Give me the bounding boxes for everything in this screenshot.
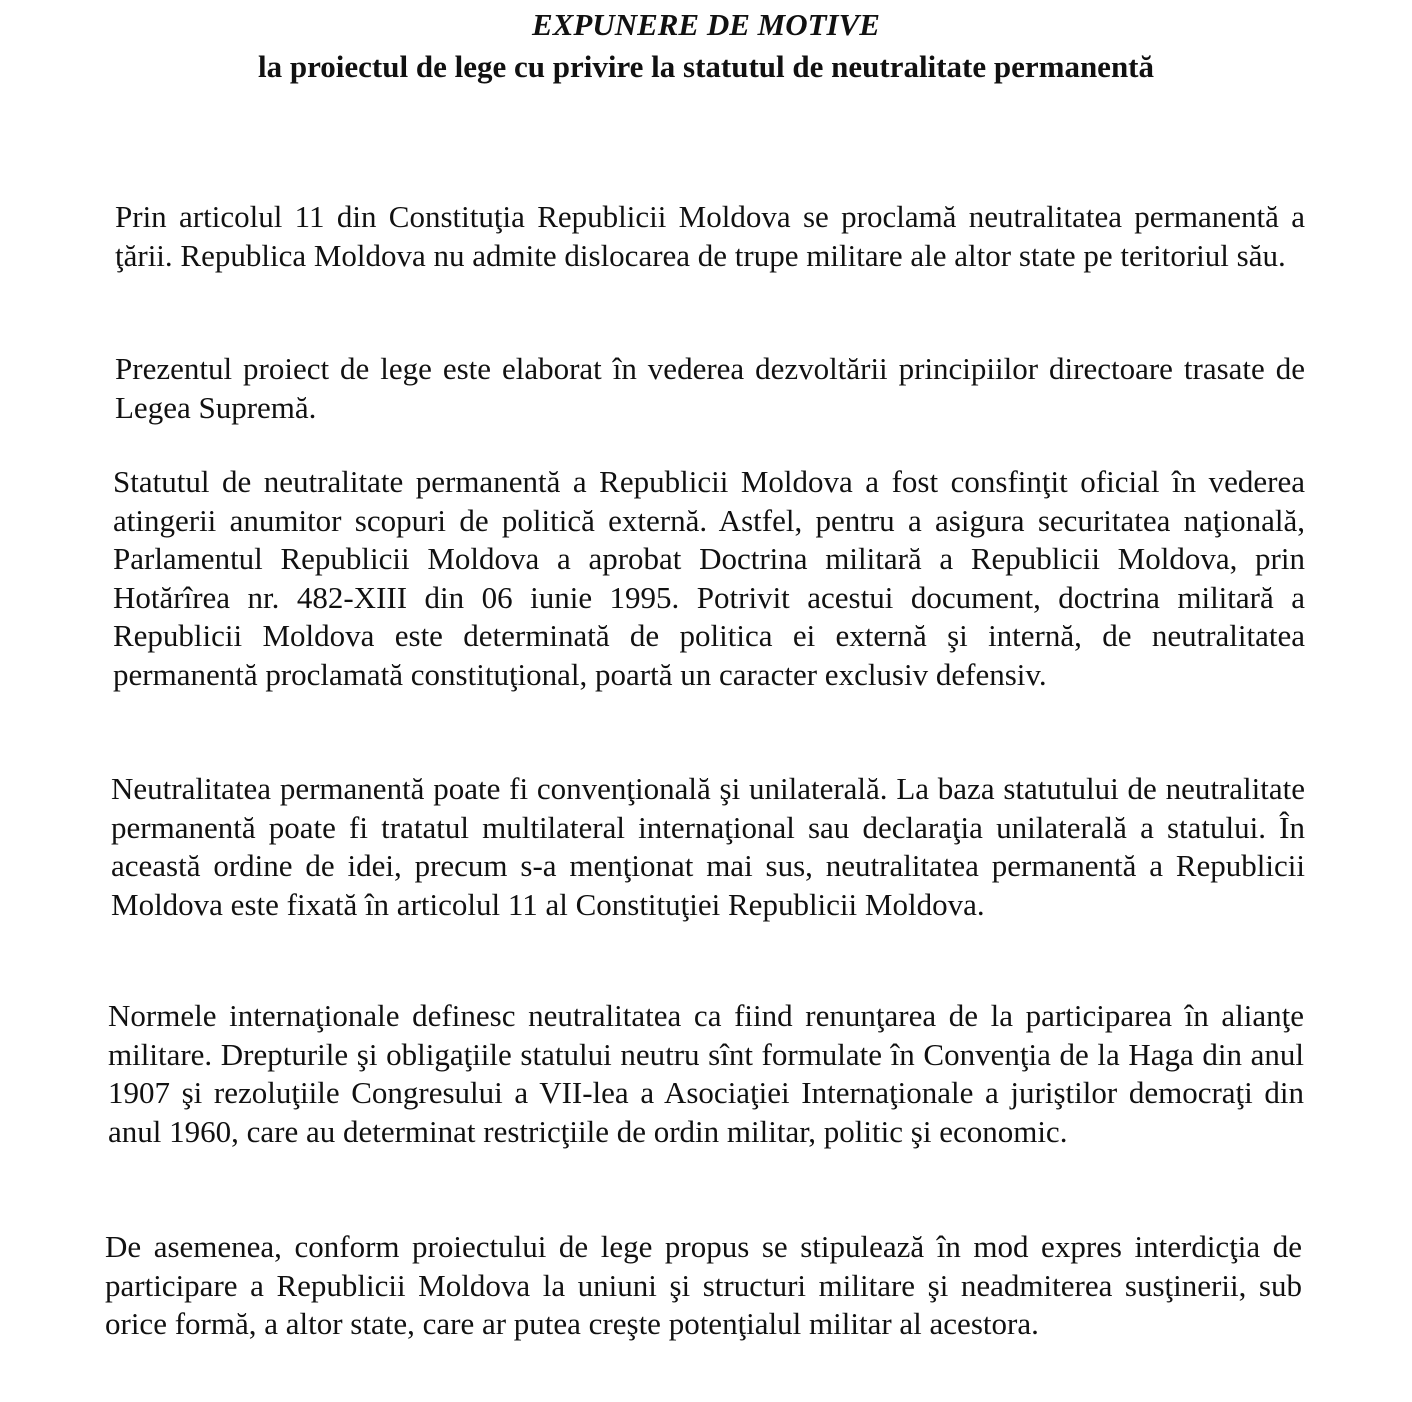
document-title: EXPUNERE DE MOTIVE (532, 7, 880, 42)
paragraph-2: Prezentul proiect de lege este elaborat în vederea dezvoltării principiilor directoare trasate de Legea Supremă. (115, 351, 1305, 425)
paragraph-5: Normele internaţionale definesc neutralitatea ca fiind renunţarea de la participarea în alianţe militare. Drepturile şi obligaţiile statului neutru sînt formulate în Convenţia de la Haga din anul 1907 şi rezoluţiile Congresului a VII-lea a Asociaţiei Internaţionale a juriştilor democraţi din anul 1960, care au determinat restricţiile de ordin militar, politic şi economic. (108, 998, 1304, 1149)
paragraph-6: De asemenea, conform proiectului de lege propus se stipulează în mod expres interdicţia de participare a Republicii Moldova la uniuni şi structuri militare şi neadmiterea susţinerii, sub orice formă, a altor state, care ar putea creşte potenţialul militar al acestora. (105, 1229, 1302, 1341)
paragraph-3: Statutul de neutralitate permanentă a Republicii Moldova a fost consfinţit oficial în vederea atingerii anumitor scopuri de politică externă. Astfel, pentru a asigura securitatea naţională, Parlamentul Republicii Moldova a aprobat Doctrina militară a Republicii Moldova, prin Hotărîrea nr. 482-XIII din 06 iunie 1995. Potrivit acestui document, doctrina militară a Republicii Moldova este determinată de politica ei externă şi internă, de neutralitatea permanentă proclamată constituţional, poartă un caracter exclusiv defensiv. (113, 464, 1305, 692)
paragraph-4: Neutralitatea permanentă poate fi convenţională şi unilaterală. La baza statutului de neutralitate permanentă poate fi tratatul multilateral internaţional sau declaraţia unilaterală a statului. În această ordine de idei, precum s-a menţionat mai sus, neutralitatea permanentă a Republicii Moldova este fixată în articolul 11 al Constituţiei Republicii Moldova. (111, 771, 1305, 922)
document-subtitle: la proiectul de lege cu privire la statutul de neutralitate permanentă (257, 49, 1155, 84)
paragraph-1: Prin articolul 11 din Constituţia Republicii Moldova se proclamă neutralitatea permanentă a ţării. Republica Moldova nu admite dislocarea de trupe militare ale altor state pe teritoriul său. (115, 199, 1305, 273)
